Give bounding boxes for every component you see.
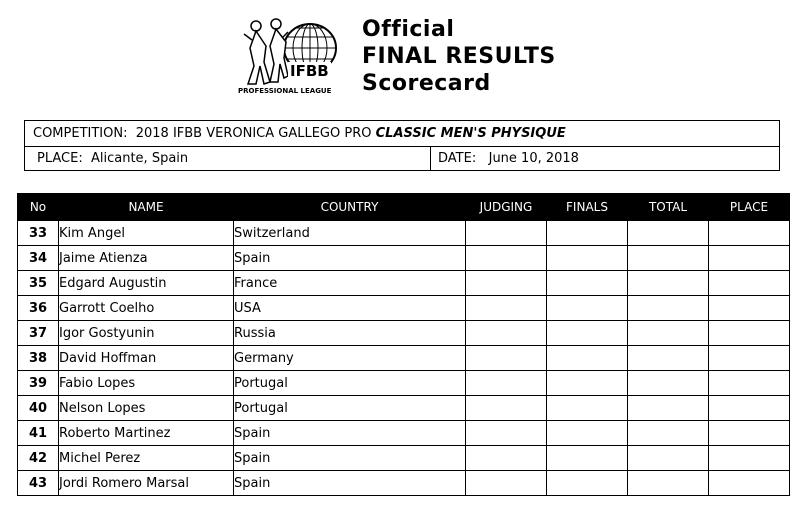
total-cell (628, 421, 709, 446)
title-line: Scorecard (362, 71, 491, 96)
judging-cell (466, 321, 547, 346)
finals-cell (547, 346, 628, 371)
total-cell (628, 271, 709, 296)
date-label: DATE: (438, 151, 477, 166)
place-label: PLACE: (37, 151, 83, 166)
competition-row (25, 121, 779, 147)
table-row (18, 321, 790, 346)
finals-cell (547, 296, 628, 321)
athlete-name: Michel Perez (59, 446, 234, 471)
table-row (18, 471, 790, 496)
place-cell (709, 221, 790, 246)
total-cell (628, 371, 709, 396)
athlete-name: Fabio Lopes (59, 371, 234, 396)
athlete-country: USA (234, 296, 466, 321)
table-row (18, 371, 790, 396)
athlete-country: Spain (234, 421, 466, 446)
athlete-name: David Hoffman (59, 346, 234, 371)
column-header-place: PLACE (709, 194, 790, 221)
athlete-number: 38 (18, 346, 59, 371)
competition-name: 2018 IFBB VERONICA GALLEGO PRO (135, 126, 372, 141)
athlete-number: 34 (18, 246, 59, 271)
column-header-country: COUNTRY (234, 194, 466, 221)
total-cell (628, 296, 709, 321)
judging-cell (466, 246, 547, 271)
table-row (18, 346, 790, 371)
judging-cell (466, 421, 547, 446)
place-text (37, 146, 188, 171)
total-cell (628, 221, 709, 246)
scorecard-header (0, 0, 800, 110)
judging-cell (466, 221, 547, 246)
athlete-number: 33 (18, 221, 59, 246)
judging-cell (466, 271, 547, 296)
title-line: FINAL RESULTS (362, 44, 556, 69)
competition-info (24, 120, 780, 171)
logo-subtitle: PROFESSIONAL LEAGUE (238, 87, 332, 95)
athlete-number: 37 (18, 321, 59, 346)
place-cell (709, 471, 790, 496)
athlete-name: Edgard Augustin (59, 271, 234, 296)
column-header-name: NAME (59, 194, 234, 221)
division-name: CLASSIC MEN'S PHYSIQUE (375, 126, 566, 141)
finals-cell (547, 396, 628, 421)
athlete-number: 42 (18, 446, 59, 471)
competition-label: COMPETITION: (33, 126, 128, 141)
judging-cell (466, 446, 547, 471)
competition-text (33, 121, 566, 146)
athlete-name: Roberto Martinez (59, 421, 234, 446)
total-cell (628, 246, 709, 271)
results-table (17, 193, 790, 496)
place-cell (709, 421, 790, 446)
place-cell (709, 371, 790, 396)
column-header-finals: FINALS (547, 194, 628, 221)
judging-cell (466, 296, 547, 321)
finals-cell (547, 471, 628, 496)
athlete-number: 39 (18, 371, 59, 396)
info-divider (430, 146, 431, 171)
finals-cell (547, 446, 628, 471)
athlete-number: 41 (18, 421, 59, 446)
logo-name: IFBB (290, 62, 329, 80)
place-cell (709, 396, 790, 421)
finals-cell (547, 271, 628, 296)
place-cell (709, 446, 790, 471)
table-row (18, 221, 790, 246)
total-cell (628, 471, 709, 496)
table-header-row (18, 194, 790, 221)
table-row (18, 246, 790, 271)
finals-cell (547, 321, 628, 346)
table-row (18, 271, 790, 296)
scorecard-title (362, 16, 556, 97)
table-row (18, 296, 790, 321)
total-cell (628, 321, 709, 346)
judging-cell (466, 371, 547, 396)
table-row (18, 421, 790, 446)
total-cell (628, 446, 709, 471)
table-row (18, 446, 790, 471)
athlete-number: 40 (18, 396, 59, 421)
athlete-country: Russia (234, 321, 466, 346)
column-header-judging: JUDGING (466, 194, 547, 221)
finals-cell (547, 371, 628, 396)
athlete-name: Jordi Romero Marsal (59, 471, 234, 496)
finals-cell (547, 246, 628, 271)
athlete-country: France (234, 271, 466, 296)
judging-cell (466, 471, 547, 496)
athlete-country: Portugal (234, 371, 466, 396)
title-line: Official (362, 17, 455, 42)
athlete-number: 36 (18, 296, 59, 321)
judging-cell (466, 346, 547, 371)
ifbb-logo (236, 14, 354, 100)
athlete-country: Germany (234, 346, 466, 371)
athlete-country: Switzerland (234, 221, 466, 246)
finals-cell (547, 421, 628, 446)
place-cell (709, 321, 790, 346)
athlete-name: Jaime Atienza (59, 246, 234, 271)
place-cell (709, 346, 790, 371)
athlete-name: Garrott Coelho (59, 296, 234, 321)
total-cell (628, 346, 709, 371)
athlete-country: Spain (234, 246, 466, 271)
finals-cell (547, 221, 628, 246)
place-value: Alicante, Spain (90, 151, 189, 166)
athlete-country: Portugal (234, 396, 466, 421)
total-cell (628, 396, 709, 421)
place-cell (709, 296, 790, 321)
place-cell (709, 271, 790, 296)
column-header-total: TOTAL (628, 194, 709, 221)
athlete-name: Nelson Lopes (59, 396, 234, 421)
date-text (438, 146, 579, 171)
athlete-name: Igor Gostyunin (59, 321, 234, 346)
date-value: June 10, 2018 (488, 151, 579, 166)
column-header-no: No (18, 194, 59, 221)
athlete-name: Kim Angel (59, 221, 234, 246)
athlete-number: 35 (18, 271, 59, 296)
athlete-country: Spain (234, 471, 466, 496)
place-date-row (25, 146, 779, 171)
table-row (18, 396, 790, 421)
athlete-number: 43 (18, 471, 59, 496)
place-cell (709, 246, 790, 271)
athlete-country: Spain (234, 446, 466, 471)
judging-cell (466, 396, 547, 421)
